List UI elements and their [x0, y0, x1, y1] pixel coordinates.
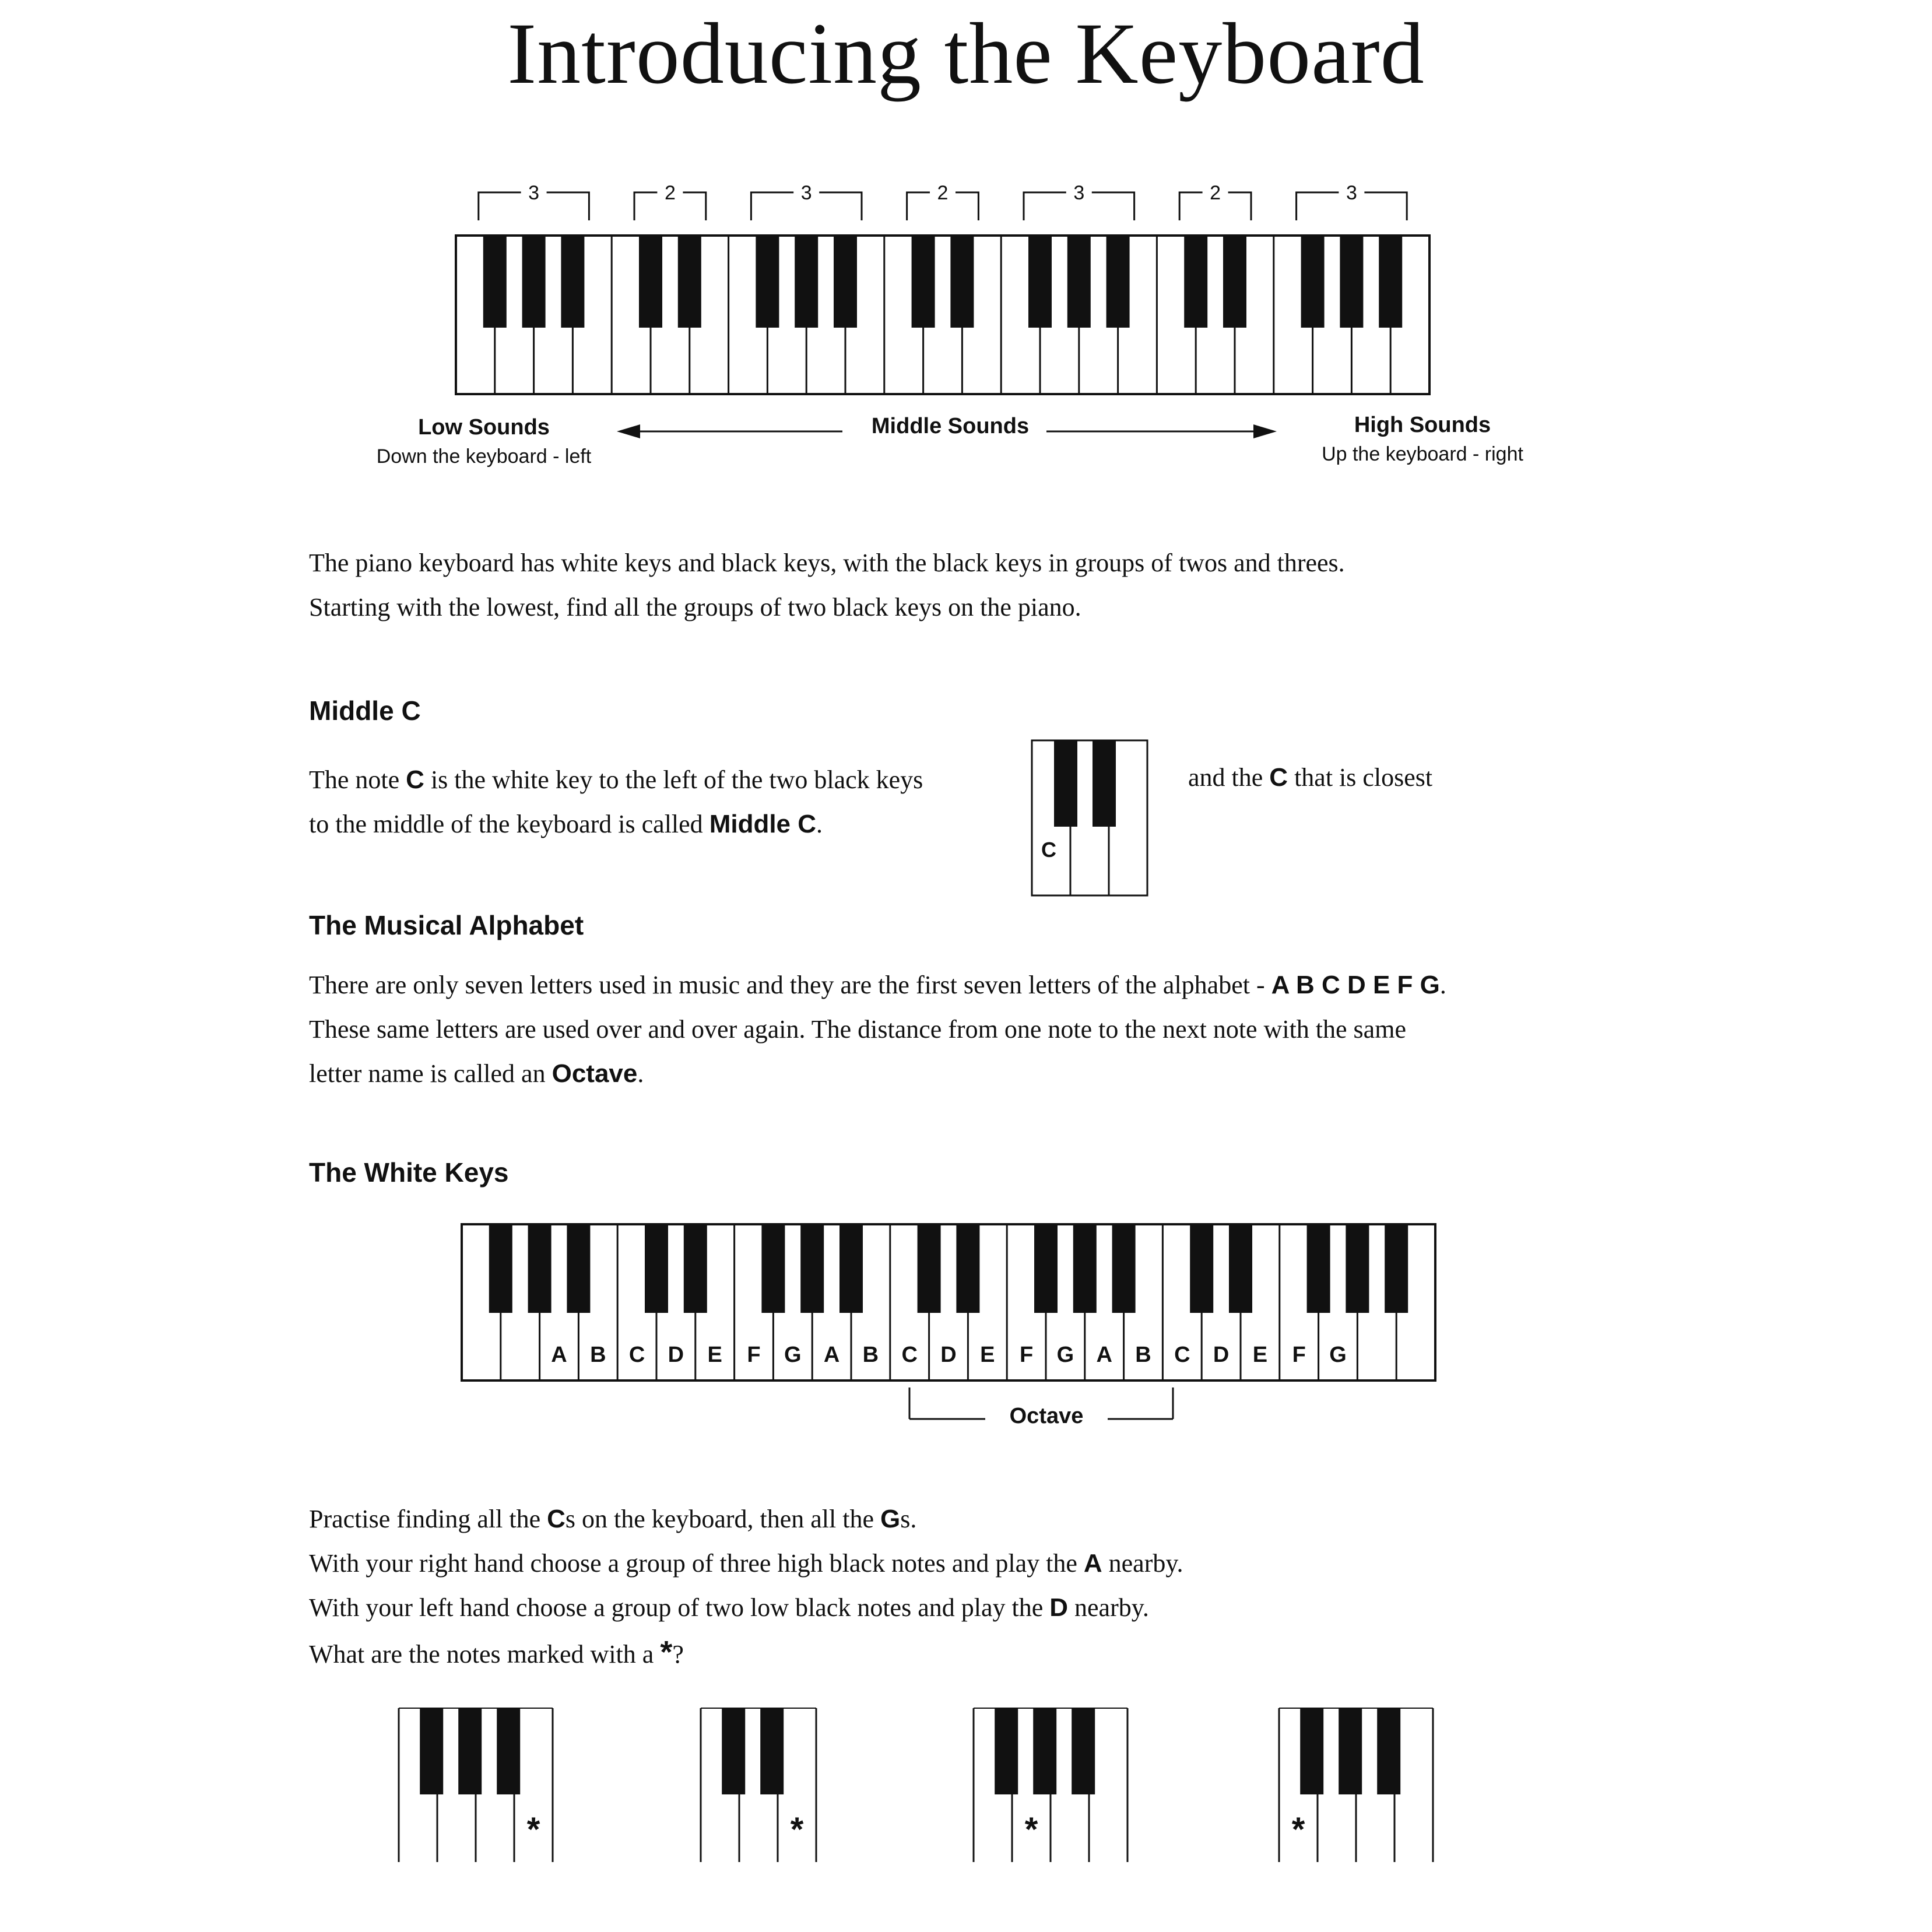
group-count-label: 2	[664, 182, 676, 204]
black-key	[756, 236, 779, 328]
practice-line-3: With your left hand choose a group of two low black notes and play the D nearby.	[309, 1593, 1149, 1622]
group-count-label: 3	[1073, 182, 1085, 204]
black-key	[839, 1224, 863, 1313]
alphabet-line-2: These same letters are used over and over again. The distance from one note to the next note with the same	[309, 1015, 1406, 1044]
note-label: A	[1096, 1343, 1112, 1367]
note-label: G	[1329, 1343, 1347, 1367]
black-key	[1379, 236, 1402, 328]
group-count-label: 2	[1210, 182, 1221, 204]
black-key	[1106, 236, 1130, 328]
black-key	[956, 1224, 979, 1313]
black-key	[567, 1224, 590, 1313]
black-key	[1184, 236, 1207, 328]
note-label: B	[1135, 1343, 1151, 1367]
middle-c-right-text: and the C that is closest	[1188, 763, 1433, 792]
black-key	[1300, 1708, 1323, 1794]
note-label: F	[1292, 1343, 1306, 1367]
group-count-label: 3	[528, 182, 540, 204]
black-key	[1112, 1224, 1136, 1313]
black-key	[1093, 740, 1116, 827]
note-label: B	[590, 1343, 606, 1367]
black-key	[1340, 236, 1363, 328]
black-key	[1028, 236, 1052, 328]
note-label: B	[862, 1343, 879, 1367]
note-label: C	[901, 1343, 918, 1367]
black-key	[722, 1708, 745, 1794]
black-key	[995, 1708, 1018, 1794]
octave-bracket	[0, 1387, 1932, 1446]
practice-line-4: What are the notes marked with a *?	[309, 1635, 684, 1670]
note-label: D	[1213, 1343, 1230, 1367]
quiz-diagram-2	[698, 1702, 827, 1871]
black-key	[678, 236, 701, 328]
star-marker: *	[526, 1811, 540, 1849]
intro-line-1: The piano keyboard has white keys and black keys, with the black keys in groups of twos and threes.	[309, 549, 1345, 577]
black-key	[1301, 236, 1325, 328]
black-key	[1346, 1224, 1369, 1313]
note-label: E	[1252, 1343, 1268, 1367]
black-key	[1073, 1224, 1097, 1313]
middle-c-key-label: C	[1041, 838, 1056, 862]
alphabet-heading: The Musical Alphabet	[309, 910, 584, 940]
white-keys-heading: The White Keys	[309, 1157, 509, 1188]
note-label: F	[1019, 1343, 1034, 1367]
black-key	[1223, 236, 1246, 328]
middle-c-text	[309, 758, 1009, 846]
quiz-diagram-1	[396, 1702, 571, 1871]
note-label: D	[668, 1343, 684, 1367]
note-label: C	[628, 1343, 645, 1367]
black-key	[528, 1224, 552, 1313]
low-sounds-label: Low Sounds	[418, 415, 550, 440]
note-label: A	[823, 1343, 840, 1367]
black-key	[1054, 740, 1077, 827]
black-key	[912, 236, 935, 328]
note-label: E	[707, 1343, 722, 1367]
black-key	[1072, 1708, 1095, 1794]
black-key	[795, 236, 818, 328]
high-sounds-sub: Up the keyboard - right	[1322, 443, 1523, 465]
alphabet-paragraph	[309, 963, 1883, 1096]
black-key	[1033, 1708, 1056, 1794]
black-key	[1190, 1224, 1213, 1313]
black-key	[1034, 1224, 1058, 1313]
middle-c-heading: Middle C	[309, 695, 421, 726]
star-marker: *	[1024, 1811, 1038, 1849]
octave-label: Octave	[1009, 1404, 1084, 1428]
black-key	[420, 1708, 443, 1794]
note-label: E	[980, 1343, 995, 1367]
alphabet-line-3: letter name is called an Octave.	[309, 1059, 644, 1088]
top-keyboard	[0, 0, 1932, 408]
practice-line-1: Practise finding all the Cs on the keyboard, then all the Gs.	[309, 1505, 917, 1533]
black-key	[684, 1224, 707, 1313]
note-label: D	[940, 1343, 957, 1367]
practice-line-2: With your right hand choose a group of three high black notes and play the A nearby.	[309, 1549, 1183, 1578]
diagram-frame	[1032, 740, 1147, 895]
black-key	[1229, 1224, 1252, 1313]
star-marker: *	[790, 1811, 804, 1849]
keyboard-frame	[456, 236, 1429, 394]
page-title: Introducing the Keyboard	[507, 5, 1425, 102]
star-marker: *	[1291, 1811, 1305, 1849]
black-key	[522, 236, 546, 328]
practice-paragraph	[309, 1497, 1883, 1677]
black-key	[1385, 1224, 1408, 1313]
black-key	[760, 1708, 784, 1794]
black-key	[497, 1708, 520, 1794]
note-label: C	[1174, 1343, 1190, 1367]
note-label: A	[551, 1343, 567, 1367]
middle-c-diagram	[1030, 737, 1158, 906]
note-label: F	[747, 1343, 761, 1367]
alphabet-line-1: There are only seven letters used in music and they are the first seven letters of the alphabet - A B C D E F G.	[309, 971, 1446, 999]
note-label: G	[784, 1343, 802, 1367]
middle-sounds-label: Middle Sounds	[871, 414, 1030, 438]
black-key	[1067, 236, 1091, 328]
black-key	[1339, 1708, 1362, 1794]
quiz-diagram-3	[971, 1702, 1146, 1871]
intro-line-2: Starting with the lowest, find all the groups of two black keys on the piano.	[309, 593, 1081, 621]
black-key	[645, 1224, 668, 1313]
black-key	[561, 236, 584, 328]
middle-c-line-1: The note C is the white key to the left of the two black keys	[309, 765, 923, 794]
group-count-label: 2	[937, 182, 949, 204]
middle-c-line-2: to the middle of the keyboard is called Middle C.	[309, 810, 823, 838]
high-sounds-label: High Sounds	[1354, 413, 1491, 437]
black-key	[489, 1224, 512, 1313]
group-count-label: 3	[1346, 182, 1357, 204]
sound-arrows	[0, 414, 1932, 449]
black-key	[834, 236, 857, 328]
black-key	[918, 1224, 941, 1313]
black-key	[483, 236, 507, 328]
group-count-label: 3	[800, 182, 812, 204]
black-key	[639, 236, 662, 328]
black-key	[800, 1224, 824, 1313]
black-key	[761, 1224, 785, 1313]
note-label: G	[1056, 1343, 1074, 1367]
low-sounds-sub: Down the keyboard - left	[376, 445, 592, 468]
black-key	[1377, 1708, 1400, 1794]
black-key	[1307, 1224, 1330, 1313]
black-key	[458, 1708, 482, 1794]
intro-paragraph	[309, 541, 1825, 630]
black-key	[950, 236, 974, 328]
quiz-diagram-4	[1277, 1702, 1452, 1871]
